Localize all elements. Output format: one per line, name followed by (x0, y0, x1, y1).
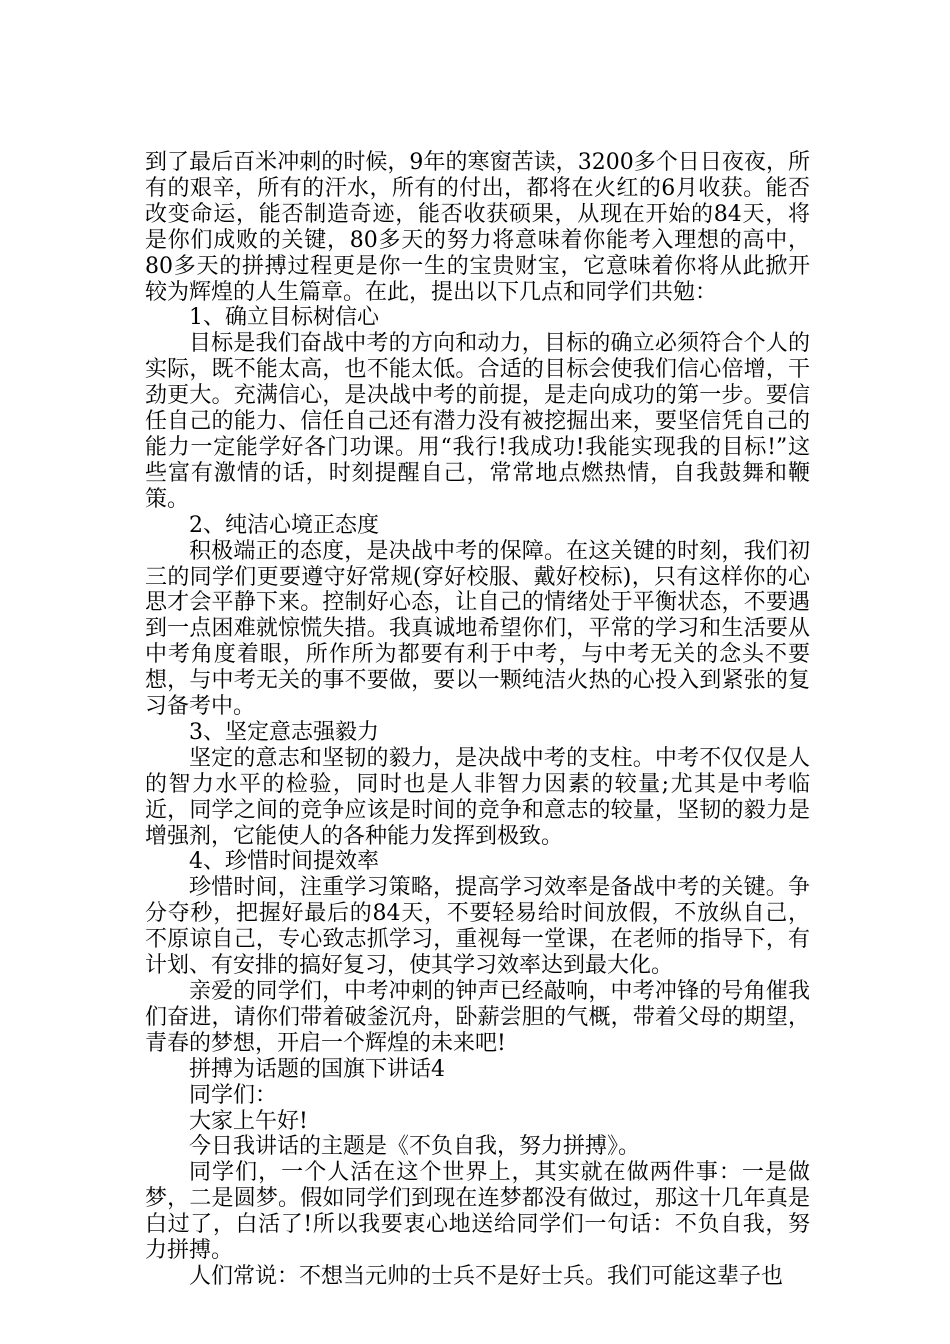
document-page (145, 150, 810, 1290)
point-3-heading: 3、坚定意志强毅力 (189, 719, 379, 745)
speech-4-title: 拼搏为话题的国旗下讲话4 (189, 1056, 445, 1082)
speech-4-body-2: 人们常说：不想当元帅的士兵不是好士兵。我们可能这辈子也 (189, 1263, 784, 1289)
point-3-body: 坚定的意志和坚韧的毅力，是决战中考的支柱。中考不仅仅是人的智力水平的检验，同时也是人非智力因素的较量;尤其是中考临近，同学之间的竞争应该是时间的竞争和意志的较量，坚韧的毅力是增强剂，它能使人的各种能力发挥到极致。 (145, 745, 810, 849)
point-2-heading: 2、纯洁心境正态度 (189, 512, 379, 538)
point-1-heading: 1、确立目标树信心 (189, 305, 379, 331)
speech-4-hello: 大家上午好! (189, 1108, 308, 1134)
closing-paragraph: 亲爱的同学们，中考冲刺的钟声已经敲响，中考冲锋的号角催我们奋进，请你们带着破釜沉舟，卧薪尝胆的气概，带着父母的期望，青春的梦想，开启一个辉煌的未来吧! (145, 979, 810, 1056)
point-4-body: 珍惜时间，注重学习策略，提高学习效率是备战中考的关键。争分夺秒，把握好最后的84天，不要轻易给时间放假，不放纵自己，不原谅自己，专心致志抓学习，重视每一堂课，在老师的指导下，有计划、有安排的搞好复习，使其学习效率达到最大化。 (145, 875, 810, 979)
point-1-body: 目标是我们奋战中考的方向和动力，目标的确立必须符合个人的实际，既不能太高，也不能太低。合适的目标会使我们信心倍增，干劲更大。充满信心，是决战中考的前提，是走向成功的第一步。要信任自己的能力、信任自己还有潜力没有被挖掘出来，要坚信凭自己的能力一定能学好各门功课。用“我行!我成功!我能实现我的目标!”这些富有激情的话，时刻提醒自己，常常地点燃热情，自我鼓舞和鞭策。 (145, 331, 810, 512)
intro-paragraph: 到了最后百米冲刺的时候，9年的寒窗苦读，3200多个日日夜夜，所有的艰辛，所有的汗水，所有的付出，都将在火红的6月收获。能否改变命运，能否制造奇迹，能否收获硕果，从现在开始的84天，将是你们成败的关键，80多天的努力将意味着你能考入理想的高中，80多天的拼搏过程更是你一生的宝贵财宝，它意味着你将从此掀开较为辉煌的人生篇章。在此，提出以下几点和同学们共勉： (145, 150, 810, 305)
point-4-heading: 4、珍惜时间提效率 (189, 849, 379, 875)
point-2-body: 积极端正的态度，是决战中考的保障。在这关键的时刻，我们初三的同学们更要遵守好常规(穿好校服、戴好校标)，只有这样你的心思才会平静下来。控制好心态，让自己的情绪处于平衡状态，不要遇到一点困难就惊慌失措。我真诚地希望你们，平常的学习和生活要从中考角度着眼，所作所为都要有利于中考，与中考无关的念头不要想，与中考无关的事不要做，要以一颗纯洁火热的心投入到紧张的复习备考中。 (145, 538, 810, 720)
speech-4-greeting: 同学们： (189, 1082, 278, 1108)
speech-4-topic: 今日我讲话的主题是《不负自我，努力拼搏》。 (189, 1134, 641, 1160)
speech-4-body-1: 同学们，一个人活在这个世界上，其实就在做两件事：一是做梦，二是圆梦。假如同学们到现在连梦都没有做过，那这十几年真是白过了，白活了!所以我要衷心地送给同学们一句话：不负自我，努力拼搏。 (145, 1160, 810, 1264)
